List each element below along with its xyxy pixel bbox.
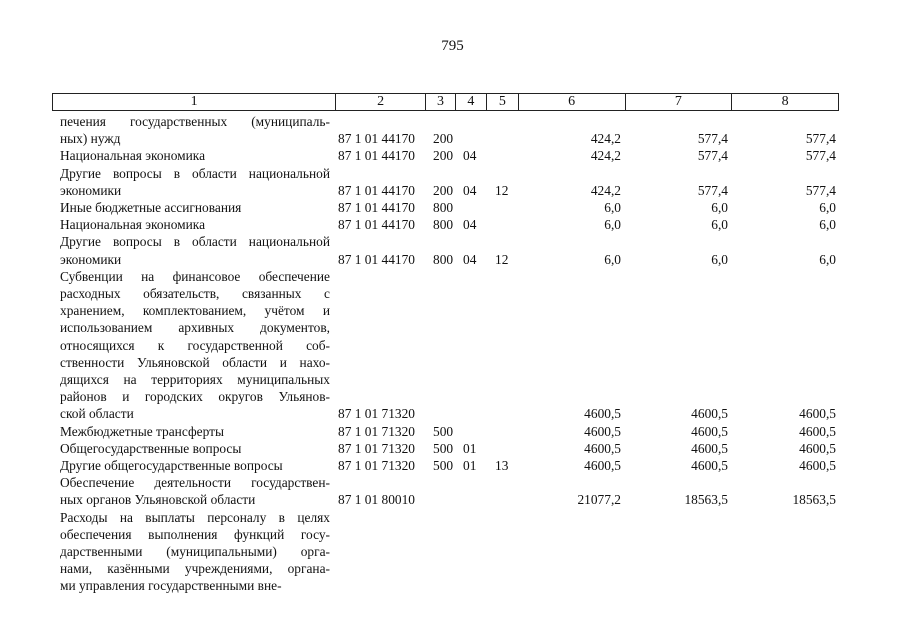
description-line: обеспечения выполнения функций госу- bbox=[60, 526, 330, 542]
description-line: печения государственных (муниципаль- bbox=[60, 114, 330, 129]
row-section: 01 bbox=[463, 440, 477, 456]
header-col-1: 1 bbox=[53, 94, 336, 110]
row-value-col6: 4600,5 bbox=[584, 423, 621, 439]
description-line: ми управления государственными вне- bbox=[60, 578, 282, 594]
row-value-col6: 424,2 bbox=[590, 131, 621, 147]
description-line: Другие общегосударственные вопросы bbox=[60, 458, 283, 473]
row-value-col7: 18563,5 bbox=[684, 492, 728, 508]
row-value-col8: 577,4 bbox=[805, 148, 836, 164]
row-expense-type: 800 bbox=[433, 251, 454, 267]
row-value-col6: 6,0 bbox=[604, 200, 621, 215]
description-line: ных) нужд bbox=[60, 131, 121, 147]
row-value-col7: 6,0 bbox=[711, 200, 728, 215]
row-section: 04 bbox=[463, 251, 477, 267]
header-col-5: 5 bbox=[487, 94, 519, 110]
row-code: 87 1 01 44170 bbox=[338, 200, 415, 215]
row-code: 87 1 01 44170 bbox=[338, 251, 415, 267]
row-expense-type: 800 bbox=[433, 217, 454, 233]
row-value-col8: 577,4 bbox=[805, 131, 836, 147]
row-section: 04 bbox=[463, 182, 477, 198]
description-line: нами, казёнными учреждениями, органа- bbox=[60, 561, 330, 577]
description-line: Субвенции на финансовое обеспечение bbox=[60, 268, 330, 284]
row-value-col6: 6,0 bbox=[604, 251, 621, 267]
header-col-6: 6 bbox=[519, 94, 626, 110]
row-description bbox=[60, 268, 330, 423]
row-description bbox=[60, 233, 330, 267]
row-code: 87 1 01 44170 bbox=[338, 217, 415, 233]
table-row bbox=[0, 423, 905, 440]
row-value-col8: 6,0 bbox=[819, 251, 836, 267]
table-row bbox=[0, 216, 905, 233]
row-value-col6: 424,2 bbox=[590, 148, 621, 164]
header-col-7: 7 bbox=[626, 94, 733, 110]
description-line: Межбюджетные трансферты bbox=[60, 423, 224, 439]
row-code: 87 1 01 71320 bbox=[338, 440, 415, 456]
header-col-2: 2 bbox=[336, 94, 426, 110]
description-line: экономики bbox=[60, 251, 122, 267]
row-code: 87 1 01 44170 bbox=[338, 148, 415, 164]
row-value-col8: 4600,5 bbox=[799, 406, 836, 422]
row-value-col6: 424,2 bbox=[590, 182, 621, 198]
table-row bbox=[0, 509, 905, 595]
description-line: ных органов Ульяновской области bbox=[60, 492, 256, 508]
row-subsection: 12 bbox=[495, 251, 509, 267]
row-description bbox=[60, 165, 330, 199]
row-code: 87 1 01 71320 bbox=[338, 458, 415, 473]
table-row bbox=[0, 199, 905, 216]
description-line: Национальная экономика bbox=[60, 148, 206, 164]
description-line: хранением, комплектованием, учётом и bbox=[60, 303, 330, 319]
description-line: Национальная экономика bbox=[60, 217, 206, 233]
row-description bbox=[60, 509, 330, 595]
row-value-col8: 6,0 bbox=[819, 217, 836, 233]
row-expense-type: 500 bbox=[433, 423, 454, 439]
row-value-col6: 4600,5 bbox=[584, 440, 621, 456]
description-line: использованием архивных документов, bbox=[60, 320, 330, 336]
row-subsection: 12 bbox=[495, 182, 509, 198]
row-subsection: 13 bbox=[495, 458, 509, 473]
row-value-col7: 4600,5 bbox=[691, 423, 728, 439]
row-section: 04 bbox=[463, 148, 477, 164]
description-line: относящихся к государственной соб- bbox=[60, 337, 330, 353]
row-value-col8: 4600,5 bbox=[799, 440, 836, 456]
row-value-col7: 577,4 bbox=[697, 182, 728, 198]
row-value-col6: 4600,5 bbox=[584, 406, 621, 422]
row-section: 01 bbox=[463, 458, 477, 473]
row-description bbox=[60, 147, 330, 164]
row-description bbox=[60, 199, 330, 216]
row-value-col6: 6,0 bbox=[604, 217, 621, 233]
row-value-col7: 4600,5 bbox=[691, 458, 728, 473]
description-line: дарственными (муниципальными) орга- bbox=[60, 543, 330, 559]
table-row bbox=[0, 268, 905, 423]
description-line: дящихся на территориях муниципальных bbox=[60, 371, 330, 387]
description-line: Обеспечение деятельности государствен- bbox=[60, 475, 330, 491]
row-description bbox=[60, 216, 330, 233]
description-line: Другие вопросы в области национальной bbox=[60, 165, 330, 181]
header-col-3: 3 bbox=[426, 94, 456, 110]
description-line: ской области bbox=[60, 406, 134, 422]
row-expense-type: 800 bbox=[433, 200, 454, 215]
row-expense-type: 200 bbox=[433, 148, 454, 164]
row-description bbox=[60, 113, 330, 147]
description-line: районов и городских округов Ульянов- bbox=[60, 389, 330, 405]
row-expense-type: 500 bbox=[433, 440, 454, 456]
row-code: 87 1 01 71320 bbox=[338, 423, 415, 439]
table-header bbox=[52, 93, 839, 111]
description-line: экономики bbox=[60, 182, 122, 198]
row-expense-type: 200 bbox=[433, 131, 454, 147]
description-line: Расходы на выплаты персоналу в целях bbox=[60, 509, 330, 525]
row-code: 87 1 01 71320 bbox=[338, 406, 415, 422]
row-description bbox=[60, 423, 330, 440]
table-row bbox=[0, 233, 905, 267]
row-value-col7: 577,4 bbox=[697, 148, 728, 164]
row-value-col6: 21077,2 bbox=[577, 492, 621, 508]
header-col-4: 4 bbox=[456, 94, 487, 110]
description-line: ственности Ульяновской области и нахо- bbox=[60, 354, 330, 370]
row-description bbox=[60, 457, 330, 474]
row-description bbox=[60, 440, 330, 457]
page-number: 795 bbox=[441, 38, 464, 54]
row-value-col7: 6,0 bbox=[711, 217, 728, 233]
row-value-col7: 4600,5 bbox=[691, 406, 728, 422]
table-row bbox=[0, 165, 905, 199]
row-code: 87 1 01 80010 bbox=[338, 492, 415, 508]
row-section: 04 bbox=[463, 217, 477, 233]
row-expense-type: 500 bbox=[433, 458, 454, 473]
row-value-col8: 4600,5 bbox=[799, 423, 836, 439]
row-expense-type: 200 bbox=[433, 182, 454, 198]
row-value-col8: 6,0 bbox=[819, 200, 836, 215]
row-value-col8: 577,4 bbox=[805, 182, 836, 198]
row-description bbox=[60, 474, 330, 508]
row-value-col7: 6,0 bbox=[711, 251, 728, 267]
row-value-col6: 4600,5 bbox=[584, 458, 621, 473]
table-row bbox=[0, 147, 905, 164]
row-value-col7: 4600,5 bbox=[691, 440, 728, 456]
table-row bbox=[0, 113, 905, 147]
table-row bbox=[0, 474, 905, 508]
row-code: 87 1 01 44170 bbox=[338, 131, 415, 147]
row-code: 87 1 01 44170 bbox=[338, 182, 415, 198]
header-col-8: 8 bbox=[781, 94, 789, 109]
description-line: Общегосударственные вопросы bbox=[60, 440, 242, 456]
table-row bbox=[0, 440, 905, 457]
row-value-col8: 18563,5 bbox=[792, 492, 836, 508]
description-line: Другие вопросы в области национальной bbox=[60, 234, 330, 250]
row-value-col7: 577,4 bbox=[697, 131, 728, 147]
table-row bbox=[0, 457, 905, 474]
row-value-col8: 4600,5 bbox=[799, 458, 836, 473]
description-line: Иные бюджетные ассигнования bbox=[60, 200, 242, 215]
description-line: расходных обязательств, связанных с bbox=[60, 285, 330, 301]
